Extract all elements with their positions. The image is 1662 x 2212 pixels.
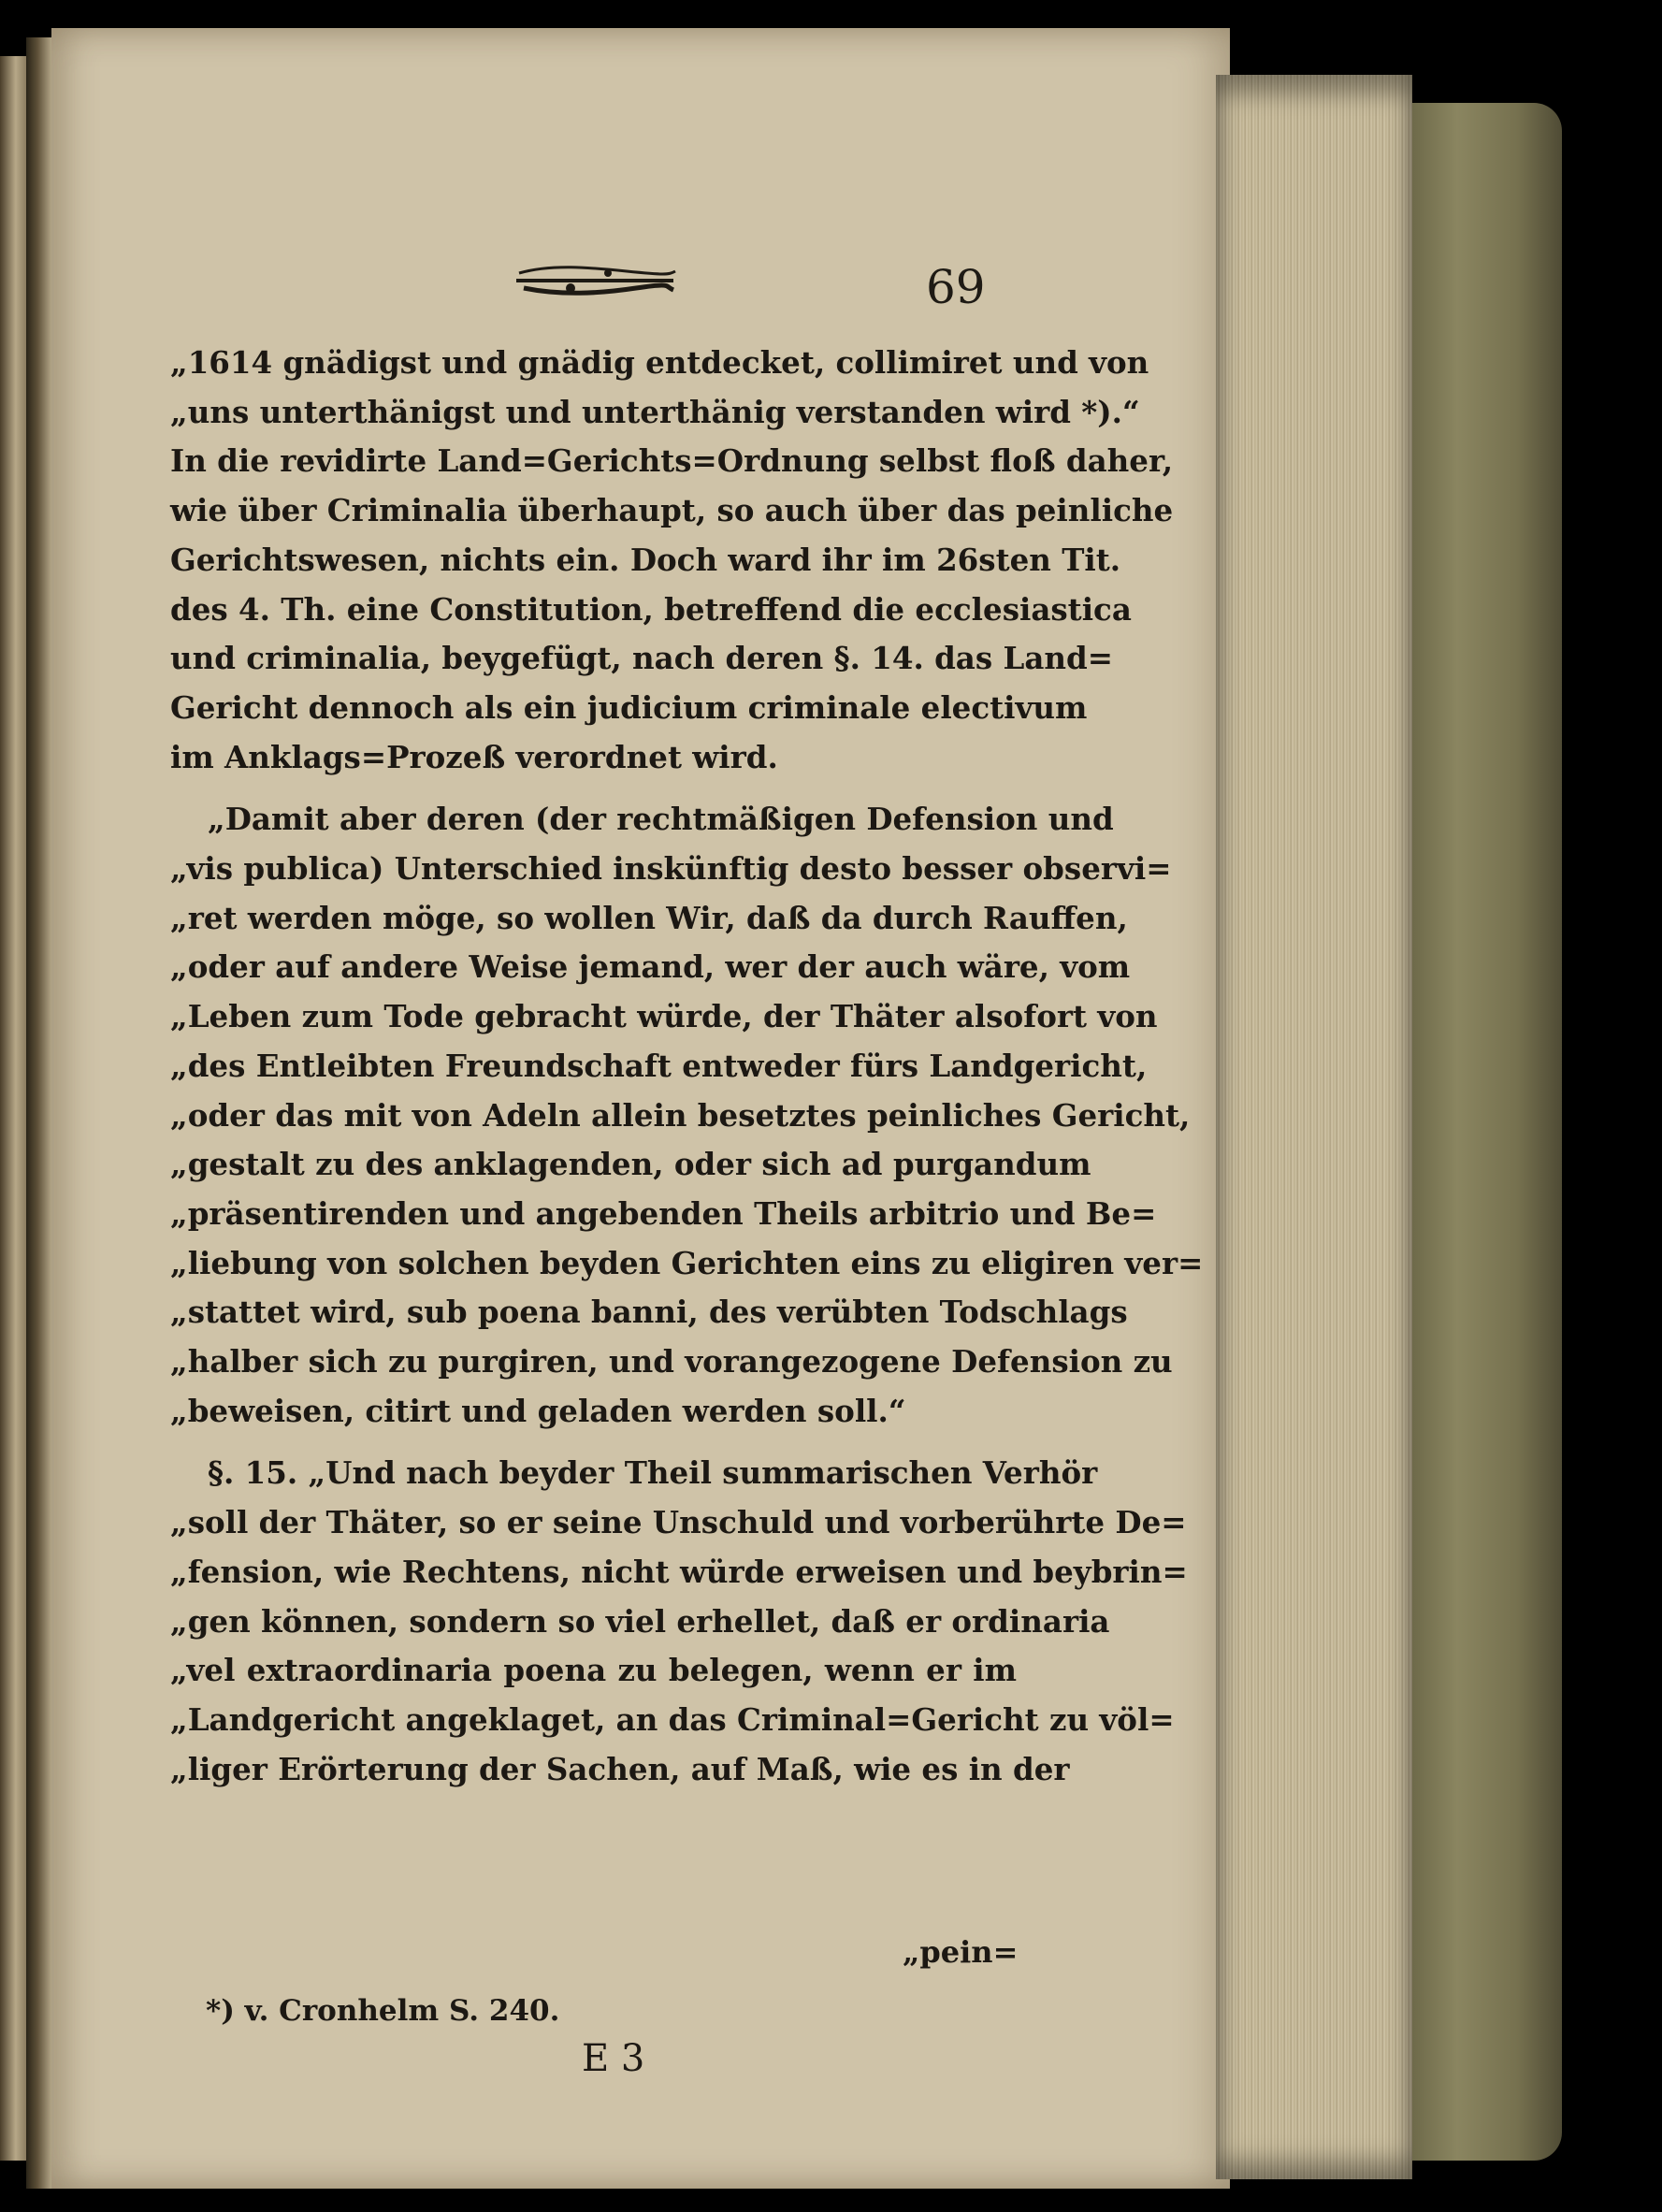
text-line: „stattet wird, sub poena banni, des verübten Todschlags	[170, 1294, 1128, 1331]
text-line: des 4. Th. eine Constitution, betreffend die ecclesiastica	[170, 590, 1132, 628]
page-edges	[1216, 75, 1412, 2179]
text-line: „vel extraordinaria poena zu belegen, wenn er im	[170, 1652, 1017, 1689]
body-text	[170, 339, 1204, 1794]
paragraph-gap	[170, 782, 1017, 795]
text-line: Gerichtswesen, nichts ein. Doch ward ihr im 26sten Tit.	[170, 541, 1121, 578]
text-line: „liebung von solchen beyden Gerichten eins zu eligiren ver=	[170, 1244, 1204, 1281]
text-line: In die revidirte Land=Gerichts=Ordnung selbst floß daher,	[170, 442, 1174, 480]
text-line: §. 15. „Und nach beyder Theil summarischen Verhör	[208, 1454, 1098, 1492]
text-line: „fension, wie Rechtens, nicht würde erweisen und beybrin=	[170, 1553, 1188, 1590]
text-line: „halber sich zu purgiren, und vorangezogene Defension zu	[170, 1343, 1173, 1381]
book-gutter	[26, 37, 54, 2189]
text-line: „1614 gnädigst und gnädig entdecket, collimiret und von	[170, 344, 1149, 381]
text-line: „vis publica) Unterschied inskünftig desto besser observi=	[170, 850, 1172, 888]
text-line: „präsentirenden und angebenden Theils arbitrio und Be=	[170, 1194, 1157, 1232]
text-line: wie über Criminalia überhaupt, so auch über das peinliche	[170, 492, 1174, 529]
paragraph-1	[170, 339, 1174, 782]
paragraph-gap	[170, 1436, 1017, 1449]
previous-page-edge	[0, 56, 26, 2161]
text-line: „gen können, sondern so viel erhellet, daß er ordinaria	[170, 1602, 1110, 1640]
page-number: 69	[926, 260, 986, 314]
header-ornament	[514, 260, 678, 301]
paragraph-3	[170, 1449, 1188, 1794]
catchword: „pein=	[903, 1934, 1019, 1970]
signature-mark: E 3	[582, 2037, 645, 2080]
text-line: „Damit aber deren (der rechtmäßigen Defension und	[208, 801, 1114, 838]
text-line: „gestalt zu des anklagenden, oder sich ad purgandum	[170, 1146, 1091, 1183]
text-line: „liger Erörterung der Sachen, auf Maß, wie es in der	[170, 1750, 1070, 1787]
text-line: im Anklags=Prozeß verordnet wird.	[170, 738, 778, 775]
text-line: „Leben zum Tode gebracht würde, der Thäter alsofort von	[170, 998, 1158, 1035]
paragraph-2	[170, 795, 1204, 1436]
text-line: und criminalia, beygefügt, nach deren §. 14. das Land=	[170, 640, 1113, 677]
text-line: „uns unterthänigst und unterthänig verstanden wird *).“	[170, 393, 1140, 430]
text-line: „oder das mit von Adeln allein besetztes peinliches Gericht,	[170, 1096, 1191, 1134]
text-line: „soll der Thäter, so er seine Unschuld und vorberührte De=	[170, 1504, 1187, 1541]
book-cover-edge	[1412, 103, 1562, 2161]
text-line: „beweisen, citirt und geladen werden soll.“	[170, 1392, 906, 1429]
text-line: „oder auf andere Weise jemand, wer der auch wäre, vom	[170, 948, 1131, 986]
text-line: Gericht dennoch als ein judicium criminale electivum	[170, 688, 1088, 726]
text-line: „des Entleibten Freundschaft entweder fürs Landgericht,	[170, 1047, 1148, 1084]
footnote: *) v. Cronhelm S. 240.	[206, 1994, 560, 2028]
text-line: „ret werden möge, so wollen Wir, daß da durch Rauffen,	[170, 899, 1128, 936]
text-line: „Landgericht angeklaget, an das Criminal=Gericht zu völ=	[170, 1700, 1175, 1738]
